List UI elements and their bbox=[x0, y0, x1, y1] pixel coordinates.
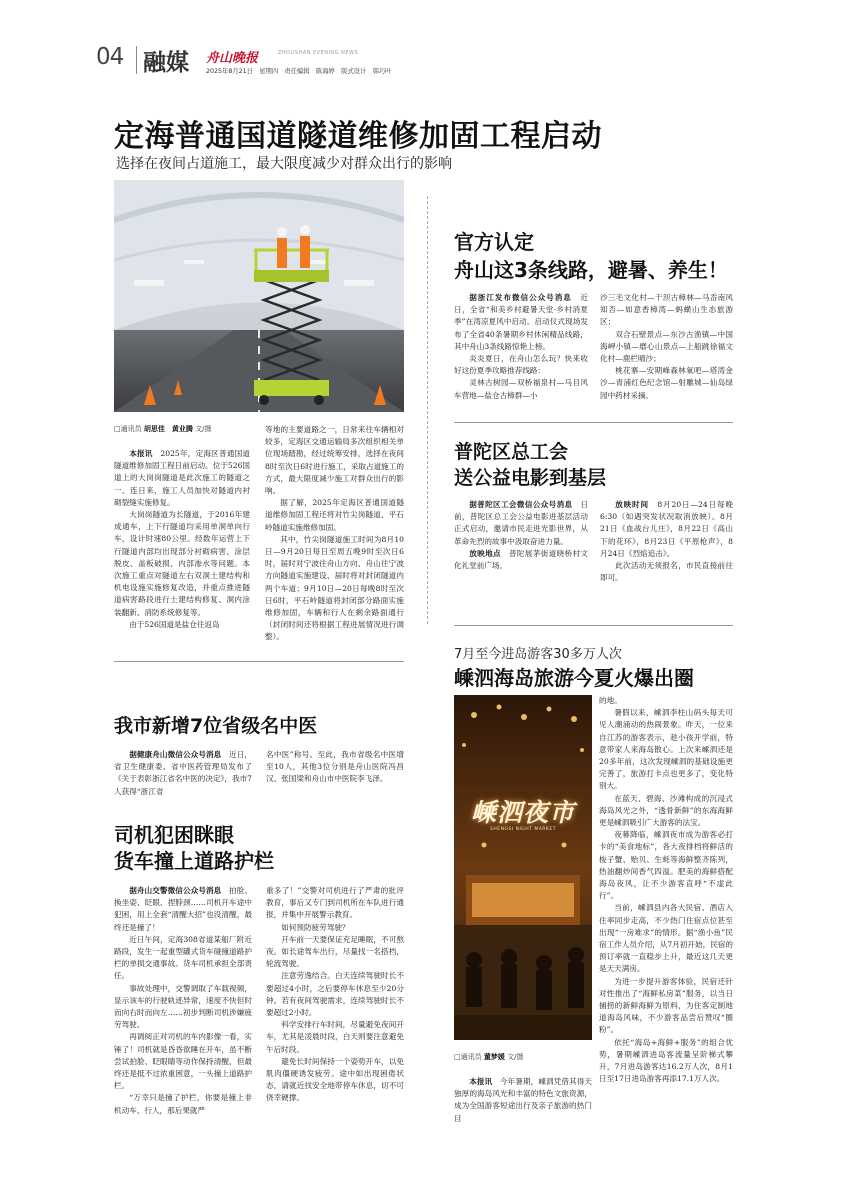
paragraph: 桃花寨—安期峰森林氧吧—塔湾金沙—青浦红色纪念馆—射雕城—仙岛绿园中药材采摘。 bbox=[600, 366, 733, 400]
paragraph: 炎炎夏日，在舟山怎么玩？快来收好这份夏季攻略推荐线路： bbox=[454, 354, 588, 376]
paragraph: 依托“海岛+海鲜+服务”的组合优势，暑期嵊泗进岛客流量呈阶梯式攀升，7月进岛游客达16.2万人次，8月1日至17日进岛游客再添17.1万人次。 bbox=[599, 1037, 733, 1084]
paragraph: 据浙江发布微信公众号消息 近日，全省“和美乡村避暑天堂·乡村消夏季”在湾凉夏风中启动。启动仪式现场发布了全省40条暑期乡村休闲精品线路，其中舟山3条线路惊艳上榜。 bbox=[454, 293, 589, 351]
driver-body-col2 bbox=[266, 885, 404, 1105]
driver-body-col1 bbox=[114, 885, 252, 1117]
tunnel-photo-caption bbox=[114, 424, 211, 434]
section-divider bbox=[114, 661, 404, 662]
tunnel-body-col1 bbox=[114, 448, 250, 631]
paragraph: 等地的主要道路之一，日常来往车辆相对较多，定海区交通运输局多次组织相关单位现场踏勘，经过统筹安排，选择在夜间8时至次日6时进行施工，采取占道施工的方式，最大限度减少施工对群众出行的影响。 bbox=[265, 425, 404, 496]
paragraph: 双合石壁景点—东沙古渔镇—中国海岬小镇—磨心山景点—上船跳徐福文化村—鹿栏晴沙； bbox=[600, 329, 733, 364]
paragraph: 灵林古树园—双桥福泉村—马目风车营地—盐仓古樟群—小 bbox=[454, 378, 588, 400]
page-number: 04 bbox=[96, 44, 124, 70]
union-body-col2 bbox=[600, 499, 733, 584]
night-market-illustration bbox=[454, 695, 592, 1040]
paragraph: 其中，竹尖岗隧道施工时间为8月10日—9月20日每日至周五晚9时至次日6时，届时对宁波往舟山方向、舟山往宁波方向隧道实施建设、届时将对封闭隧道内两个车道；9月10日—20日每晚8时至次日6时，平石岭隧道将封闭部分路面实施维修加固，车辆和行人在剩余路面通行（封闭时间还将根据工程进展情况进行调整）。 bbox=[265, 534, 404, 642]
paragraph: 重多了！”交警对司机进行了严肃的批评教育，事后又专门到司机所在车队进行通报，并集中开展警示教育。 bbox=[266, 886, 404, 920]
paragraph: 开车前一天要保证充足睡眠，不可熬夜。如长途驾车出行，尽量找一名搭档，轮流驾驶。 bbox=[266, 934, 404, 969]
shengsi-body-bottom bbox=[454, 1076, 592, 1125]
paragraph: 本报讯 2025年，定海区普通国道隧道维修加固工程日前启动。位于526国道上的大岗岗隧道是此次施工的隧道之一。连日来，施工人员加快对隧道内衬砌裂缝实施修复。 bbox=[114, 449, 250, 507]
headline-tcm: 我市新增7位省级名中医 bbox=[114, 715, 318, 737]
paragraph: 当前，嵊泗县内各大民宿、酒店入住率同步走高，不少热门住宿点位甚至出现“一房难求”的情形。据“渔小鱼”民宿工作人员介绍，从7月初开始，民宿的预订率就一直稳步上升，最近这几天更是天天满房。 bbox=[599, 903, 733, 974]
caption-prefix: □通讯员 bbox=[114, 425, 142, 433]
caption-suffix: 文/摄 bbox=[507, 1053, 524, 1061]
subheadline-tunnel: 选择在夜间占道施工，最大限度减少对群众出行的影响 bbox=[116, 156, 452, 172]
paragraph: 放映地点 普陀展茅街道晓桥村文化礼堂前广场。 bbox=[454, 548, 589, 571]
official-body-col1 bbox=[454, 292, 588, 402]
headline-line: 舟山这3条线路，避暑、养生！ bbox=[454, 258, 728, 282]
union-body-col1 bbox=[454, 499, 588, 572]
column-divider bbox=[427, 196, 428, 624]
paragraph: 据健康舟山微信公众号消息 近日，省卫生健康委、省中医药管理局发布了《关于表彰浙江省名中医的决定》，我市7人获得“浙江省 bbox=[114, 750, 253, 796]
paragraph: 科学安排行车时间，尽量避免夜间开车，尤其是凌晨时段，白天则要注意避免午后时段。 bbox=[266, 1020, 404, 1054]
headline-line: 送公益电影到基层 bbox=[454, 467, 607, 489]
night-market-sign-small: SHENGSI NIGHT MARKET bbox=[490, 827, 556, 832]
paragraph: 名中医”称号。至此，我市省级名中医增至10人，其他3位分别是舟山医院冯昌汉、张国梁和舟山市中医院李飞泽。 bbox=[266, 750, 404, 784]
caption-suffix: 文/摄 bbox=[195, 425, 212, 433]
paragraph: 注意劳逸结合。白天连续驾驶时长不要超过4小时，之后要停车休息至少20分钟。若有夜间驾驶需求，连续驾驶时长不要超过2小时。 bbox=[266, 971, 404, 1018]
paragraph: 据了解，2025年定海区普通国道隧道维修加固工程还将对竹尖岗隧道、平石岭隧道实施维修加固。 bbox=[265, 498, 404, 532]
shengsi-photo-caption bbox=[454, 1052, 523, 1062]
paragraph: 此次活动无须报名，市民直接前往即可。 bbox=[600, 561, 733, 583]
paragraph: 避免长时间保持一个姿势开车，以免肌肉僵硬诱发疲劳。途中如出现困倦状态，请就近找安全地带停车休息，切不可侥幸硬撑。 bbox=[266, 1056, 404, 1103]
paragraph: 事故处理中，交警调取了车载视频，显示该车的行驶轨迹异常，速度不快但时而向右时而向左……初步判断司机涉嫌疲劳驾驶。 bbox=[114, 983, 252, 1030]
paragraph: 放映时间 8月20日—24日每晚6:30（如遇突发状况取消放映）。8月21日《血战台儿庄》，8月22日《高山下的花环》，8月23日《平原枪声》，8月24日《烈焰追击》。 bbox=[600, 500, 733, 558]
paragraph: 由于526国道是盐仓往返岛 bbox=[129, 619, 220, 629]
paragraph: 夜幕降临，嵊泗夜市成为游客必打卡的“美食地标”，各大夜排档将鲜活的梭子蟹、贻贝、生蚝等海鲜整齐陈列，热油翻炒间香气四溢。肥美的海鲜搭配海岛夜风，让不少游客直呼“不虚此行”。 bbox=[599, 830, 733, 901]
paper-english-name: ZHOUSHAN EVENING NEWS bbox=[278, 50, 359, 56]
section-divider bbox=[454, 422, 733, 423]
paragraph: 据普陀区工会微信公众号消息 日前，普陀区总工会公益电影进基层活动正式启动，邀请市民走进光影世界，从革命先烈的故事中汲取奋进力量。 bbox=[454, 500, 589, 546]
kicker-shengsi: 7月至今进岛游客30多万人次 bbox=[454, 647, 622, 662]
paragraph: 的地。 bbox=[599, 696, 622, 705]
caption-prefix: □通讯员 bbox=[454, 1053, 482, 1061]
headline-line: 货车撞上道路护栏 bbox=[114, 849, 274, 873]
tcm-body-col2 bbox=[266, 749, 404, 786]
paragraph: 沙三毛文化村—干𬇙古樟林—马岙南风知否—如意香樟湾—蚂蟥山生态旅游区； bbox=[600, 293, 733, 327]
paragraph: 再调阅正对司机的车内影像一看，实锤了！司机就是昏昏欲睡在开车，虽不断尝试拍脸、眨眼睛等动作保持清醒，但最终还是抵不过浓重困意，一头撞上道路护栏。 bbox=[114, 1032, 252, 1091]
paragraph: 大岗岗隧道为长隧道，于2016年建成通车，上下行隧道均采用单洞单向行车，设计时速80公里。经数年运营上下行隧道内部均出现部分衬砌病害、涂层脱皮、盖板破损、内部渗水等问题。本次施工重点对隧道左右双洞土建结构和机电设施实施修复改造，并重点推进隧道病害路段进行土建结构修复、洞内涂装翻新、消防系统修复等。 bbox=[114, 510, 250, 617]
official-body-col2 bbox=[600, 292, 733, 402]
night-market-photo bbox=[454, 695, 592, 1040]
section-divider bbox=[454, 625, 733, 626]
paragraph: 如何预防疲劳驾驶？ bbox=[281, 922, 350, 932]
paragraph: 近日午间，定海308省道某船厂附近路段，发生一起重型罐式货车碰撞道路护栏的单损交通事故。货车司机承担全部责任。 bbox=[114, 934, 252, 981]
paragraph: 据舟山交警微信公众号消息 拍脸、换坐姿、眨眼、捏脖颈……司机开车途中犯困，用上全套“清醒大招”也没清醒，最终还是撞了！ bbox=[114, 886, 253, 932]
masthead-info: 2025年8月21日 星期四 责任编辑 陈海婷 版式设计 韩巧叶 bbox=[206, 68, 392, 75]
paragraph: 本报讯 今年暑期，嵊泗凭借其得天独厚的海岛风光和丰富的特色文旅资源，成为全国游客短途出行及亲子旅游的热门目 bbox=[454, 1077, 593, 1123]
caption-names: 董梦媛 bbox=[483, 1053, 505, 1061]
paragraph: 暑假以来，嵊泗李柱山码头每天可见人潮涌动的热闹景象。昨天，一位来自江苏的游客表示，趁小孩开学前，特意带家人来海岛散心。上次来嵊泗还是20多年前，这次发现嵊泗的基础设施更完善了，旅游打卡点也更多了，变化特别大。 bbox=[599, 708, 733, 791]
headline-union bbox=[454, 439, 606, 491]
masthead-divider bbox=[136, 46, 137, 74]
headline-line: 普陀区总工会 bbox=[454, 441, 569, 463]
headline-driver bbox=[114, 822, 274, 874]
tunnel-illustration bbox=[114, 180, 404, 412]
section-name: 融媒 bbox=[143, 50, 189, 76]
headline-line: 官方认定 bbox=[454, 230, 534, 254]
tunnel-repair-photo bbox=[114, 180, 404, 412]
tcm-body-col1 bbox=[114, 749, 252, 798]
tunnel-body-col2 bbox=[265, 424, 404, 644]
headline-shengsi: 嵊泗海岛旅游今夏火爆出圈 bbox=[454, 666, 694, 690]
headline-line: 司机犯困眯眼 bbox=[114, 823, 234, 847]
night-market-sign: 嵊泗夜市 bbox=[470, 798, 575, 827]
caption-names: 胡思佳 黄业腾 bbox=[143, 425, 193, 433]
paragraph: 为进一步提升游客体验，民宿还针对性推出了“海鲜私房菜”服务，以当日捕捞的新鲜海鲜为原料，为住客定制地道海岛风味，不少游客品尝后赞叹“圈粉”。 bbox=[599, 976, 733, 1035]
shengsi-body-right bbox=[599, 695, 733, 1086]
paragraph: “万幸只是撞了护栏，你要是撞上非机动车、行人，那后果就严 bbox=[114, 1093, 252, 1115]
paragraph: 在蓝天、碧海、沙滩构成的沉浸式海岛风光之外，“透骨新鲜”的东海海鲜更是嵊泗吸引广大游客的法宝。 bbox=[599, 793, 733, 828]
headline-official bbox=[454, 228, 728, 284]
paper-logo: 舟山晚报 bbox=[206, 51, 259, 66]
headline-tunnel: 定海普通国道隧道维修加固工程启动 bbox=[114, 119, 602, 154]
